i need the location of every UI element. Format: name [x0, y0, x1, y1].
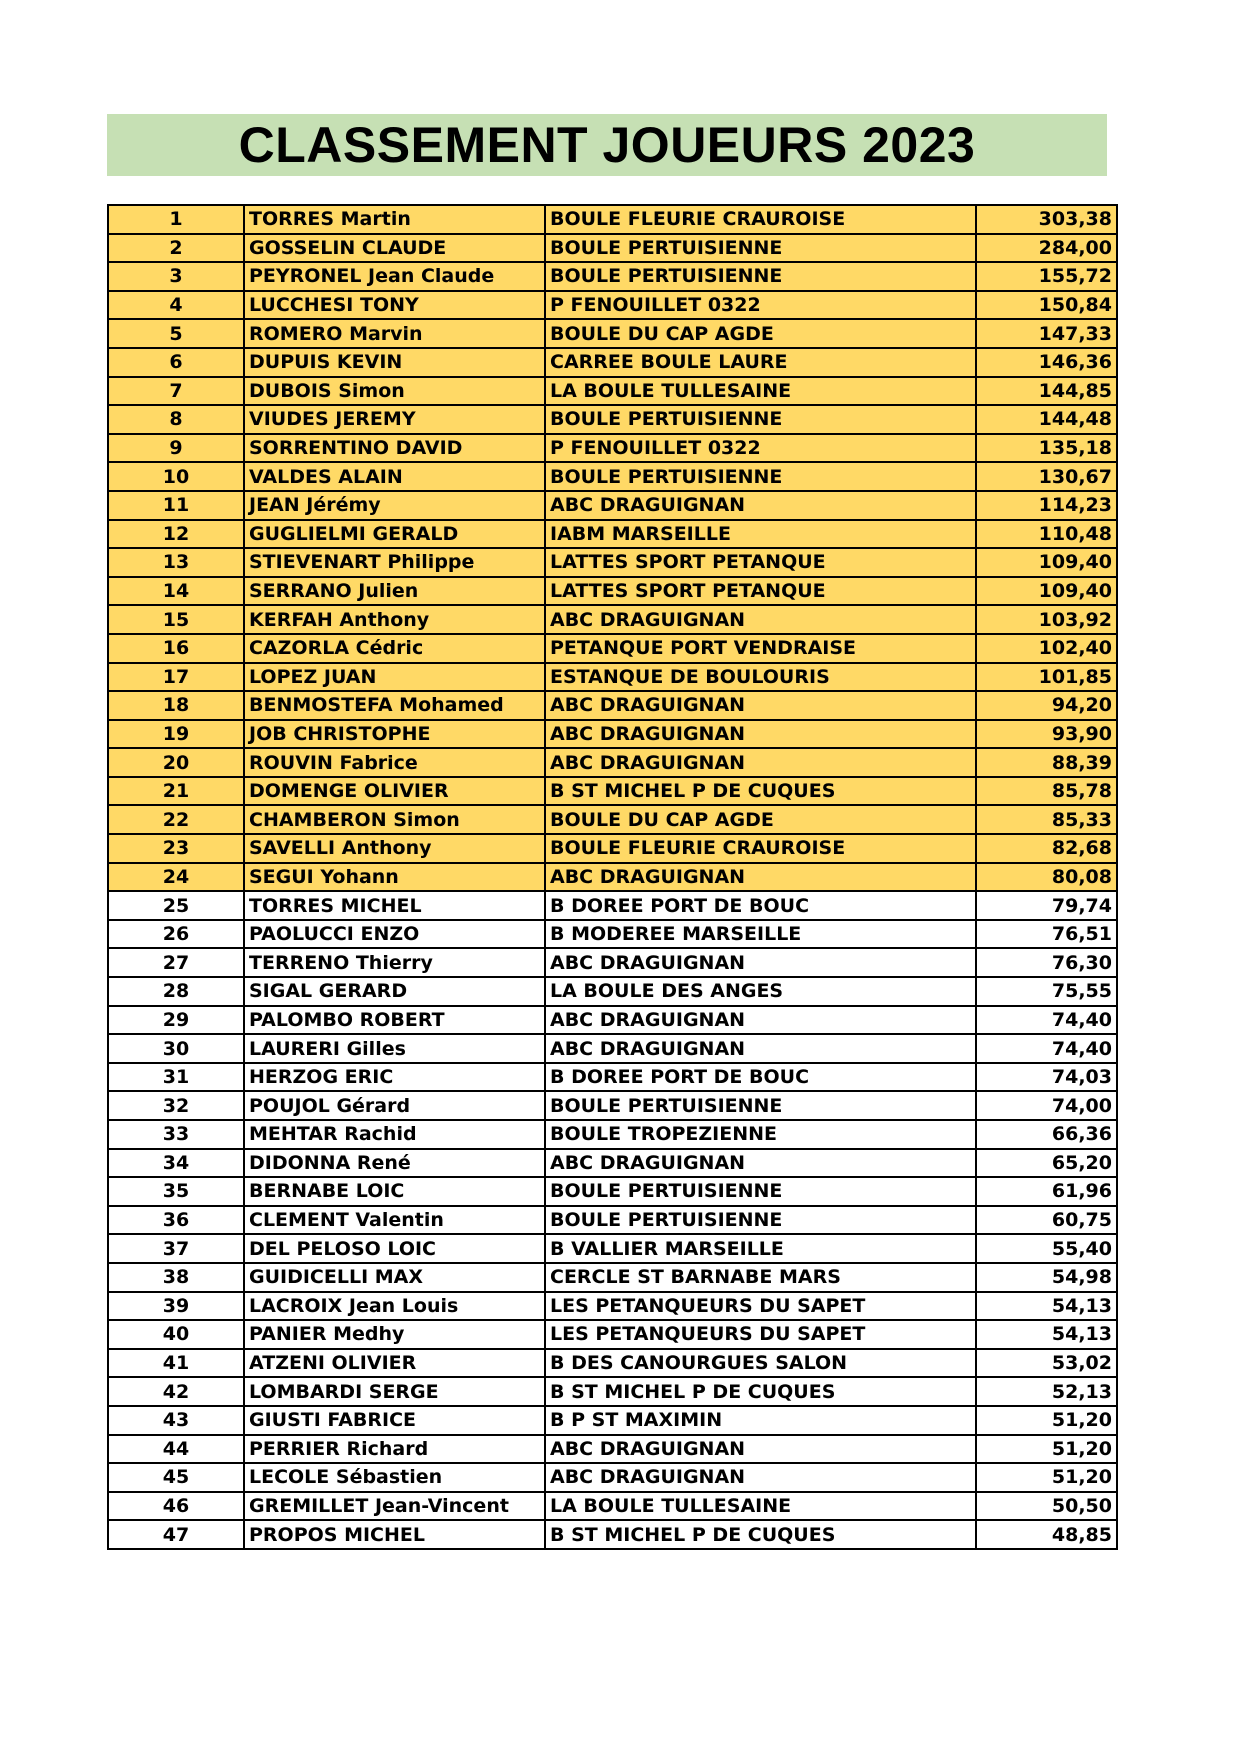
- points-cell: 53,02: [976, 1349, 1117, 1378]
- table-row: [108, 1520, 1117, 1549]
- player-name-cell: PROPOS MICHEL: [244, 1520, 545, 1549]
- points-cell: 85,33: [976, 805, 1117, 834]
- points-cell: 74,40: [976, 1034, 1117, 1063]
- page-title: CLASSEMENT JOUEURS 2023: [238, 117, 976, 173]
- points-cell: 79,74: [976, 891, 1117, 920]
- club-cell: B VALLIER MARSEILLE: [545, 1234, 976, 1263]
- player-name-cell: LUCCHESI TONY: [244, 291, 545, 320]
- player-name-cell: LECOLE Sébastien: [244, 1463, 545, 1492]
- player-name-cell: STIEVENART Philippe: [244, 548, 545, 577]
- club-cell: P FENOUILLET 0322: [545, 291, 976, 320]
- player-name-cell: LOMBARDI SERGE: [244, 1377, 545, 1406]
- player-name-cell: DOMENGE OLIVIER: [244, 777, 545, 806]
- player-name-cell: PANIER Medhy: [244, 1320, 545, 1349]
- points-cell: 284,00: [976, 234, 1117, 263]
- rank-cell: 13: [108, 548, 244, 577]
- rank-cell: 1: [108, 205, 244, 234]
- player-name-cell: CAZORLA Cédric: [244, 634, 545, 663]
- player-name-cell: LOPEZ JUAN: [244, 663, 545, 692]
- club-cell: ABC DRAGUIGNAN: [545, 748, 976, 777]
- points-cell: 54,13: [976, 1292, 1117, 1321]
- table-row: [108, 1006, 1117, 1035]
- player-name-cell: MEHTAR Rachid: [244, 1120, 545, 1149]
- club-cell: CERCLE ST BARNABE MARS: [545, 1263, 976, 1292]
- club-cell: LATTES SPORT PETANQUE: [545, 548, 976, 577]
- player-name-cell: ROUVIN Fabrice: [244, 748, 545, 777]
- club-cell: BOULE PERTUISIENNE: [545, 1091, 976, 1120]
- points-cell: 74,03: [976, 1063, 1117, 1092]
- club-cell: ABC DRAGUIGNAN: [545, 720, 976, 749]
- points-cell: 80,08: [976, 863, 1117, 892]
- player-name-cell: HERZOG ERIC: [244, 1063, 545, 1092]
- table-row: [108, 205, 1117, 234]
- club-cell: BOULE PERTUISIENNE: [545, 462, 976, 491]
- points-cell: 103,92: [976, 605, 1117, 634]
- table-row: [108, 491, 1117, 520]
- table-row: [108, 1234, 1117, 1263]
- table-row: [108, 834, 1117, 863]
- rank-cell: 18: [108, 691, 244, 720]
- rank-cell: 36: [108, 1206, 244, 1235]
- rank-cell: 32: [108, 1091, 244, 1120]
- rank-cell: 20: [108, 748, 244, 777]
- points-cell: 94,20: [976, 691, 1117, 720]
- table-row: [108, 1463, 1117, 1492]
- points-cell: 109,40: [976, 548, 1117, 577]
- table-row: [108, 1320, 1117, 1349]
- title-banner: [107, 114, 1107, 176]
- table-row: [108, 634, 1117, 663]
- table-row: [108, 1292, 1117, 1321]
- points-cell: 54,13: [976, 1320, 1117, 1349]
- points-cell: 88,39: [976, 748, 1117, 777]
- club-cell: ABC DRAGUIGNAN: [545, 948, 976, 977]
- rank-cell: 11: [108, 491, 244, 520]
- player-name-cell: DUPUIS KEVIN: [244, 348, 545, 377]
- club-cell: PETANQUE PORT VENDRAISE: [545, 634, 976, 663]
- rank-cell: 43: [108, 1406, 244, 1435]
- table-row: [108, 405, 1117, 434]
- table-row: [108, 1120, 1117, 1149]
- club-cell: ABC DRAGUIGNAN: [545, 1034, 976, 1063]
- table-row: [108, 1492, 1117, 1521]
- club-cell: ABC DRAGUIGNAN: [545, 691, 976, 720]
- table-row: [108, 863, 1117, 892]
- club-cell: ABC DRAGUIGNAN: [545, 491, 976, 520]
- player-name-cell: DEL PELOSO LOIC: [244, 1234, 545, 1263]
- table-row: [108, 1063, 1117, 1092]
- points-cell: 75,55: [976, 977, 1117, 1006]
- player-name-cell: CLEMENT Valentin: [244, 1206, 545, 1235]
- player-name-cell: TERRENO Thierry: [244, 948, 545, 977]
- player-name-cell: TORRES Martin: [244, 205, 545, 234]
- player-name-cell: DIDONNA René: [244, 1149, 545, 1178]
- points-cell: 74,40: [976, 1006, 1117, 1035]
- rank-cell: 33: [108, 1120, 244, 1149]
- rank-cell: 34: [108, 1149, 244, 1178]
- player-name-cell: SAVELLI Anthony: [244, 834, 545, 863]
- table-row: [108, 720, 1117, 749]
- points-cell: 146,36: [976, 348, 1117, 377]
- rank-cell: 47: [108, 1520, 244, 1549]
- player-name-cell: SIGAL GERARD: [244, 977, 545, 1006]
- points-cell: 144,48: [976, 405, 1117, 434]
- player-name-cell: BERNABE LOIC: [244, 1177, 545, 1206]
- rank-cell: 14: [108, 577, 244, 606]
- rank-cell: 40: [108, 1320, 244, 1349]
- points-cell: 76,30: [976, 948, 1117, 977]
- club-cell: LA BOULE TULLESAINE: [545, 377, 976, 406]
- rank-cell: 22: [108, 805, 244, 834]
- points-cell: 65,20: [976, 1149, 1117, 1178]
- player-name-cell: PERRIER Richard: [244, 1435, 545, 1464]
- rank-cell: 8: [108, 405, 244, 434]
- table-row: [108, 291, 1117, 320]
- club-cell: LES PETANQUEURS DU SAPET: [545, 1320, 976, 1349]
- club-cell: BOULE PERTUISIENNE: [545, 262, 976, 291]
- player-name-cell: GOSSELIN CLAUDE: [244, 234, 545, 263]
- player-name-cell: JEAN Jérémy: [244, 491, 545, 520]
- table-row: [108, 948, 1117, 977]
- table-row: [108, 348, 1117, 377]
- table-row: [108, 605, 1117, 634]
- player-name-cell: PEYRONEL Jean Claude: [244, 262, 545, 291]
- rank-cell: 44: [108, 1435, 244, 1464]
- club-cell: B ST MICHEL P DE CUQUES: [545, 777, 976, 806]
- table-row: [108, 1177, 1117, 1206]
- points-cell: 51,20: [976, 1435, 1117, 1464]
- club-cell: ABC DRAGUIGNAN: [545, 1149, 976, 1178]
- rank-cell: 12: [108, 520, 244, 549]
- player-name-cell: GUGLIELMI GERALD: [244, 520, 545, 549]
- table-row: [108, 548, 1117, 577]
- rank-cell: 23: [108, 834, 244, 863]
- table-row: [108, 777, 1117, 806]
- player-name-cell: GIUSTI FABRICE: [244, 1406, 545, 1435]
- points-cell: 135,18: [976, 434, 1117, 463]
- points-cell: 109,40: [976, 577, 1117, 606]
- player-name-cell: GREMILLET Jean-Vincent: [244, 1492, 545, 1521]
- club-cell: ESTANQUE DE BOULOURIS: [545, 663, 976, 692]
- rank-cell: 31: [108, 1063, 244, 1092]
- rank-cell: 42: [108, 1377, 244, 1406]
- player-name-cell: CHAMBERON Simon: [244, 805, 545, 834]
- club-cell: LES PETANQUEURS DU SAPET: [545, 1292, 976, 1321]
- table-row: [108, 891, 1117, 920]
- player-name-cell: VALDES ALAIN: [244, 462, 545, 491]
- points-cell: 147,33: [976, 319, 1117, 348]
- rank-cell: 19: [108, 720, 244, 749]
- rank-cell: 5: [108, 319, 244, 348]
- rank-cell: 46: [108, 1492, 244, 1521]
- points-cell: 55,40: [976, 1234, 1117, 1263]
- rank-cell: 10: [108, 462, 244, 491]
- player-name-cell: POUJOL Gérard: [244, 1091, 545, 1120]
- player-name-cell: JOB CHRISTOPHE: [244, 720, 545, 749]
- club-cell: BOULE FLEURIE CRAUROISE: [545, 205, 976, 234]
- club-cell: B ST MICHEL P DE CUQUES: [545, 1377, 976, 1406]
- points-cell: 76,51: [976, 920, 1117, 949]
- points-cell: 144,85: [976, 377, 1117, 406]
- points-cell: 74,00: [976, 1091, 1117, 1120]
- table-row: [108, 434, 1117, 463]
- rank-cell: 15: [108, 605, 244, 634]
- points-cell: 102,40: [976, 634, 1117, 663]
- player-name-cell: KERFAH Anthony: [244, 605, 545, 634]
- club-cell: B DES CANOURGUES SALON: [545, 1349, 976, 1378]
- club-cell: ABC DRAGUIGNAN: [545, 1435, 976, 1464]
- rank-cell: 25: [108, 891, 244, 920]
- rank-cell: 37: [108, 1234, 244, 1263]
- table-row: [108, 1034, 1117, 1063]
- club-cell: BOULE PERTUISIENNE: [545, 405, 976, 434]
- table-row: [108, 1206, 1117, 1235]
- rank-cell: 16: [108, 634, 244, 663]
- rank-cell: 3: [108, 262, 244, 291]
- club-cell: B DOREE PORT DE BOUC: [545, 1063, 976, 1092]
- points-cell: 61,96: [976, 1177, 1117, 1206]
- points-cell: 101,85: [976, 663, 1117, 692]
- ranking-table-body: [108, 205, 1117, 1549]
- points-cell: 130,67: [976, 462, 1117, 491]
- table-row: [108, 977, 1117, 1006]
- points-cell: 60,75: [976, 1206, 1117, 1235]
- points-cell: 85,78: [976, 777, 1117, 806]
- club-cell: BOULE DU CAP AGDE: [545, 805, 976, 834]
- club-cell: CARREE BOULE LAURE: [545, 348, 976, 377]
- player-name-cell: SERRANO Julien: [244, 577, 545, 606]
- club-cell: ABC DRAGUIGNAN: [545, 1463, 976, 1492]
- table-row: [108, 262, 1117, 291]
- club-cell: BOULE TROPEZIENNE: [545, 1120, 976, 1149]
- points-cell: 110,48: [976, 520, 1117, 549]
- rank-cell: 21: [108, 777, 244, 806]
- table-row: [108, 920, 1117, 949]
- rank-cell: 38: [108, 1263, 244, 1292]
- rank-cell: 28: [108, 977, 244, 1006]
- points-cell: 155,72: [976, 262, 1117, 291]
- club-cell: BOULE DU CAP AGDE: [545, 319, 976, 348]
- table-row: [108, 663, 1117, 692]
- table-row: [108, 748, 1117, 777]
- player-name-cell: PAOLUCCI ENZO: [244, 920, 545, 949]
- club-cell: B MODEREE MARSEILLE: [545, 920, 976, 949]
- table-row: [108, 1406, 1117, 1435]
- rank-cell: 9: [108, 434, 244, 463]
- rank-cell: 24: [108, 863, 244, 892]
- table-row: [108, 520, 1117, 549]
- points-cell: 93,90: [976, 720, 1117, 749]
- rank-cell: 29: [108, 1006, 244, 1035]
- table-row: [108, 319, 1117, 348]
- player-name-cell: VIUDES JEREMY: [244, 405, 545, 434]
- club-cell: BOULE PERTUISIENNE: [545, 234, 976, 263]
- player-name-cell: BENMOSTEFA Mohamed: [244, 691, 545, 720]
- ranking-table: [107, 204, 1118, 1550]
- rank-cell: 26: [108, 920, 244, 949]
- rank-cell: 17: [108, 663, 244, 692]
- club-cell: LATTES SPORT PETANQUE: [545, 577, 976, 606]
- club-cell: B P ST MAXIMIN: [545, 1406, 976, 1435]
- rank-cell: 4: [108, 291, 244, 320]
- points-cell: 303,38: [976, 205, 1117, 234]
- rank-cell: 7: [108, 377, 244, 406]
- rank-cell: 30: [108, 1034, 244, 1063]
- player-name-cell: DUBOIS Simon: [244, 377, 545, 406]
- player-name-cell: LAURERI Gilles: [244, 1034, 545, 1063]
- rank-cell: 35: [108, 1177, 244, 1206]
- rank-cell: 39: [108, 1292, 244, 1321]
- table-row: [108, 234, 1117, 263]
- points-cell: 150,84: [976, 291, 1117, 320]
- table-row: [108, 1377, 1117, 1406]
- club-cell: P FENOUILLET 0322: [545, 434, 976, 463]
- player-name-cell: GUIDICELLI MAX: [244, 1263, 545, 1292]
- club-cell: IABM MARSEILLE: [545, 520, 976, 549]
- player-name-cell: ATZENI OLIVIER: [244, 1349, 545, 1378]
- club-cell: BOULE PERTUISIENNE: [545, 1177, 976, 1206]
- table-row: [108, 691, 1117, 720]
- club-cell: B ST MICHEL P DE CUQUES: [545, 1520, 976, 1549]
- table-row: [108, 462, 1117, 491]
- player-name-cell: LACROIX Jean Louis: [244, 1292, 545, 1321]
- club-cell: LA BOULE TULLESAINE: [545, 1492, 976, 1521]
- rank-cell: 2: [108, 234, 244, 263]
- table-row: [108, 1263, 1117, 1292]
- points-cell: 48,85: [976, 1520, 1117, 1549]
- table-row: [108, 577, 1117, 606]
- club-cell: LA BOULE DES ANGES: [545, 977, 976, 1006]
- club-cell: ABC DRAGUIGNAN: [545, 863, 976, 892]
- player-name-cell: PALOMBO ROBERT: [244, 1006, 545, 1035]
- table-row: [108, 805, 1117, 834]
- table-row: [108, 377, 1117, 406]
- points-cell: 51,20: [976, 1463, 1117, 1492]
- points-cell: 51,20: [976, 1406, 1117, 1435]
- points-cell: 52,13: [976, 1377, 1117, 1406]
- table-row: [108, 1091, 1117, 1120]
- points-cell: 50,50: [976, 1492, 1117, 1521]
- points-cell: 54,98: [976, 1263, 1117, 1292]
- points-cell: 114,23: [976, 491, 1117, 520]
- club-cell: B DOREE PORT DE BOUC: [545, 891, 976, 920]
- rank-cell: 6: [108, 348, 244, 377]
- club-cell: ABC DRAGUIGNAN: [545, 605, 976, 634]
- player-name-cell: TORRES MICHEL: [244, 891, 545, 920]
- club-cell: BOULE FLEURIE CRAUROISE: [545, 834, 976, 863]
- player-name-cell: ROMERO Marvin: [244, 319, 545, 348]
- rank-cell: 45: [108, 1463, 244, 1492]
- club-cell: BOULE PERTUISIENNE: [545, 1206, 976, 1235]
- points-cell: 82,68: [976, 834, 1117, 863]
- table-row: [108, 1149, 1117, 1178]
- table-row: [108, 1435, 1117, 1464]
- points-cell: 66,36: [976, 1120, 1117, 1149]
- table-row: [108, 1349, 1117, 1378]
- player-name-cell: SEGUI Yohann: [244, 863, 545, 892]
- club-cell: ABC DRAGUIGNAN: [545, 1006, 976, 1035]
- rank-cell: 27: [108, 948, 244, 977]
- player-name-cell: SORRENTINO DAVID: [244, 434, 545, 463]
- rank-cell: 41: [108, 1349, 244, 1378]
